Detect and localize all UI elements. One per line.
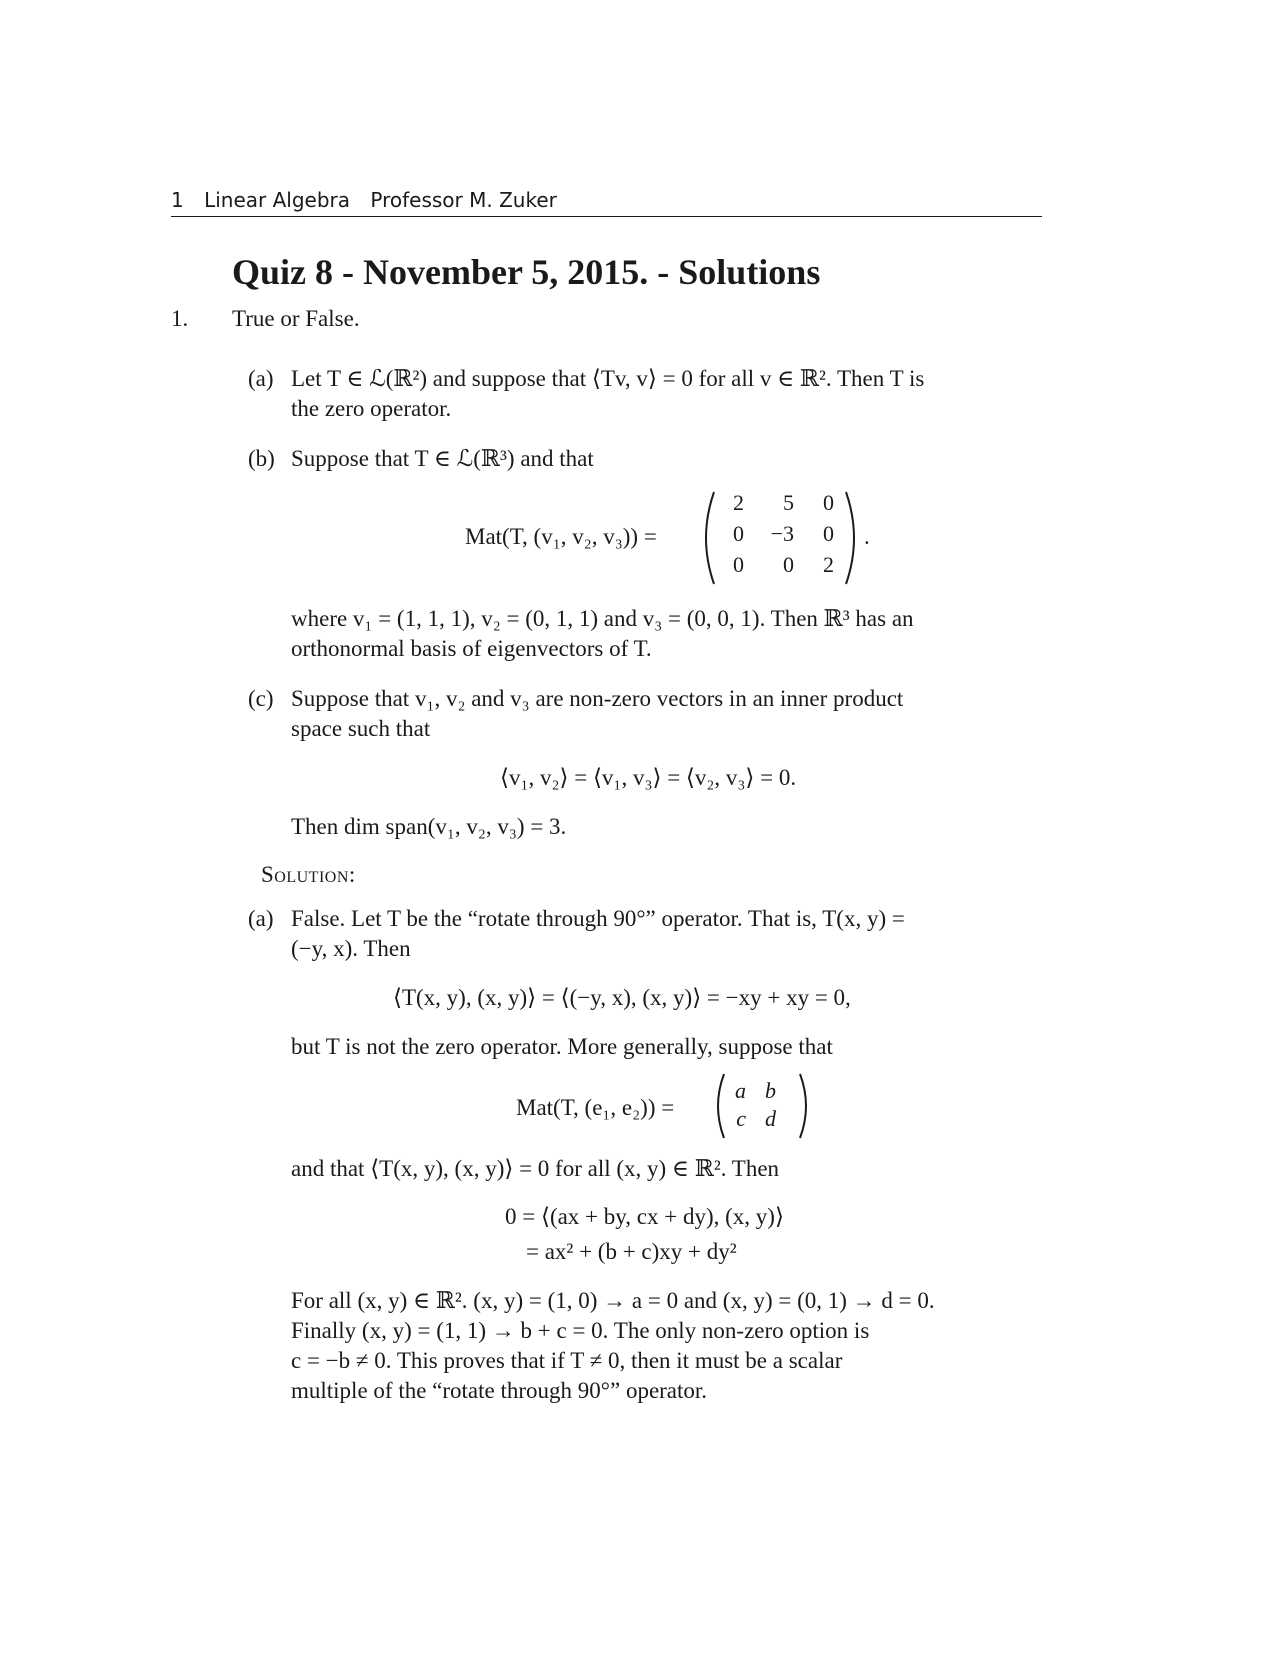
matrix-cell: 0 <box>823 490 834 515</box>
part-a-line1: Let T ∈ ℒ(ℝ²) and suppose that ⟨Tv, v⟩ = 0 for all v ∈ ℝ². Then T is <box>291 366 925 391</box>
part-b-intro: Suppose that T ∈ ℒ(ℝ³) and that <box>291 446 594 471</box>
part-c-conclusion: Then dim span(v₁, v₂, v₃) = 3. <box>291 814 567 839</box>
part-c-label: (c) <box>248 686 274 711</box>
solution-a-line2: (−y, x). Then <box>291 936 411 961</box>
matrix-period: . <box>864 524 870 549</box>
solution-a-line4: and that ⟨T(x, y), (x, y)⟩ = 0 for all (x, y) ∈ ℝ². Then <box>291 1156 780 1181</box>
part-c-line1: Suppose that v₁, v₂ and v₃ are non-zero vectors in an inner product <box>291 686 904 711</box>
solution-a-para4: multiple of the “rotate through 90°” operator. <box>291 1378 708 1403</box>
header-page-number: 1 <box>171 188 184 212</box>
matrix-cell: d <box>765 1106 776 1131</box>
solution-a-eq2-line1: 0 = ⟨(ax + by, cx + dy), (x, y)⟩ <box>505 1204 784 1229</box>
solution-heading: Solution: <box>261 862 356 887</box>
problem-number: 1. <box>171 306 189 331</box>
matrix-cell: 0 <box>733 552 744 577</box>
part-b-line1: where v₁ = (1, 1, 1), v₂ = (0, 1, 1) and v₃ = (0, 0, 1). Then ℝ³ has an <box>291 606 914 631</box>
header-course: Linear Algebra <box>204 188 351 212</box>
matrix-cell: 2 <box>733 490 744 515</box>
matrix-cell: c <box>736 1106 746 1131</box>
solution-a-para2: Finally (x, y) = (1, 1) → b + c = 0. The only non-zero option is <box>291 1318 870 1343</box>
matrix-cell: 2 <box>823 552 834 577</box>
solution-a-equation: ⟨T(x, y), (x, y)⟩ = ⟨(−y, x), (x, y)⟩ = −xy + xy = 0, <box>393 985 851 1010</box>
matrix-cell: 0 <box>823 521 834 546</box>
part-a-label: (a) <box>248 366 274 391</box>
header-professor: Professor M. Zuker <box>370 188 557 212</box>
matrix-cell: −3 <box>770 521 794 546</box>
part-b-line2: orthonormal basis of eigenvectors of T. <box>291 636 652 661</box>
page-title: Quiz 8 - November 5, 2015. - Solutions <box>232 252 821 292</box>
part-c-equation: ⟨v₁, v₂⟩ = ⟨v₁, v₃⟩ = ⟨v₂, v₃⟩ = 0. <box>500 765 797 790</box>
solution-a-line1: False. Let T be the “rotate through 90°” operator. That is, T(x, y) = <box>291 906 905 931</box>
part-b-matrix <box>700 488 860 588</box>
part-c-line2: space such that <box>291 716 431 741</box>
running-header <box>171 186 1042 217</box>
solution-a-line3: but T is not the zero operator. More generally, suppose that <box>291 1034 833 1059</box>
part-b-matrix-lhs: Mat(T, (v₁, v₂, v₃)) = <box>465 524 657 549</box>
part-b-label: (b) <box>248 446 275 471</box>
matrix-cell: 0 <box>783 552 794 577</box>
solution-a-label: (a) <box>248 906 274 931</box>
solution-a-para1: For all (x, y) ∈ ℝ². (x, y) = (1, 0) → a = 0 and (x, y) = (0, 1) → d = 0. <box>291 1288 935 1313</box>
solution-a-para3: c = −b ≠ 0. This proves that if T ≠ 0, then it must be a scalar <box>291 1348 843 1373</box>
solution-matrix <box>712 1070 812 1142</box>
solution-a-eq2-line2: = ax² + (b + c)xy + dy² <box>526 1239 737 1264</box>
matrix-cell: 0 <box>733 521 744 546</box>
matrix-cell: a <box>735 1078 746 1103</box>
matrix-cell: b <box>765 1078 776 1103</box>
problem-prompt: True or False. <box>232 306 360 331</box>
part-a-line2: the zero operator. <box>291 396 452 421</box>
matrix-cell: 5 <box>783 490 794 515</box>
solution-matrix-lhs: Mat(T, (e₁, e₂)) = <box>516 1095 675 1120</box>
